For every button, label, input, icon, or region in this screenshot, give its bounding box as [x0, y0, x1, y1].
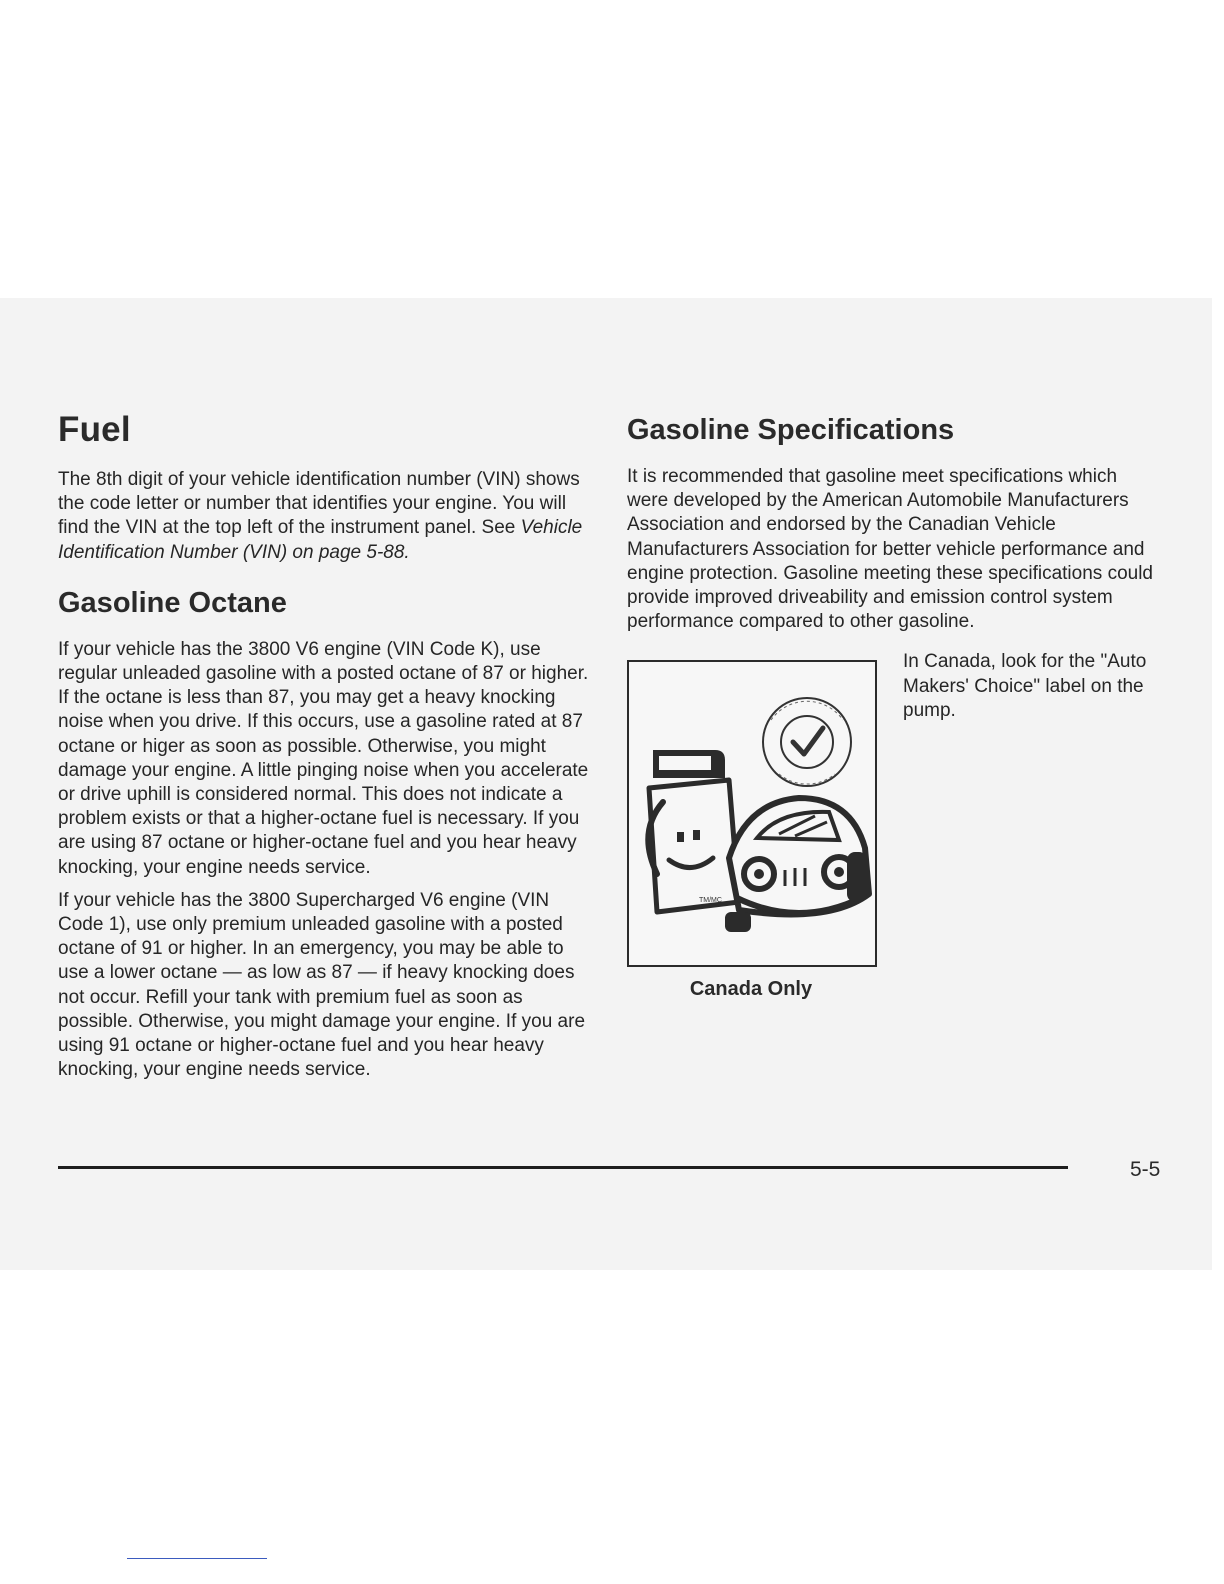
- auto-makers-choice-seal-icon: [763, 698, 851, 786]
- octane-heading: Gasoline Octane: [58, 586, 287, 619]
- specifications-paragraph: It is recommended that gasoline meet specifications which were developed by the American Automobile Manufacturers Association and endorsed by the Canadian Vehicle Manufacturers Association for better vehicle performance and engine protection. Gasoline meeting these specifications could provide improved driveability and emission control system performance compared to other gasoline.: [627, 466, 1153, 633]
- fuel-text: The 8th digit of your vehicle identification number (VIN) shows the code letter or number that identifies your engine. You will find the VIN at the top left of the instrument panel. See: [58, 469, 580, 539]
- vin-cross-reference: Vehicle Identification Number (VIN) on page 5-88.: [58, 517, 583, 563]
- pump-and-car-illustration: [629, 662, 875, 965]
- auto-makers-choice-figure: [627, 660, 877, 967]
- footer-rule: [58, 1166, 1068, 1169]
- fuel-paragraph: [58, 468, 593, 565]
- gas-pump-character-icon: [648, 750, 739, 912]
- specifications-heading: Gasoline Specifications: [627, 414, 955, 446]
- car-character-icon: [725, 798, 869, 932]
- left-column: [58, 410, 593, 1091]
- figure-row: [627, 650, 1157, 1010]
- fuel-heading: Fuel: [58, 410, 131, 449]
- octane-paragraph-2: If your vehicle has the 3800 Supercharged V6 engine (VIN Code 1), use only premium unleaded gasoline with a posted octane of 91 or higher. In an emergency, you may be able to use a lower octane — as low as 87 — if heavy knocking does not occur. Refill your tank with premium fuel as soon as possible. Otherwise, you might damage your engine. If you are using 91 octane or higher-octane fuel and you hear heavy knocking, your engine needs service.: [58, 889, 586, 1081]
- figure-caption: Canada Only: [689, 978, 813, 1001]
- right-column: [627, 410, 1157, 1010]
- trademark-label: TM/MC: [699, 897, 722, 905]
- figure-note: In Canada, look for the "Auto Makers' Choice" label on the pump.: [903, 651, 1147, 721]
- bottom-link-underline: [127, 1558, 267, 1559]
- page-number: 5-5: [1130, 1158, 1161, 1181]
- octane-paragraph-1: If your vehicle has the 3800 V6 engine (VIN Code K), use regular unleaded gasoline with a posted octane of 87 or higher. If the octane is less than 87, you may get a heavy knocking noise when you drive. If this occurs, use a gasoline rated at 87 octane or higer as soon as possible. Otherwise, you might damage your engine. A little pinging noise when you accelerate or drive uphill is considered normal. This does not indicate a problem exists or that a higher-octane fuel is necessary. If you are using 87 octane or higher-octane fuel and you hear heavy knocking, your engine needs service.: [58, 638, 589, 878]
